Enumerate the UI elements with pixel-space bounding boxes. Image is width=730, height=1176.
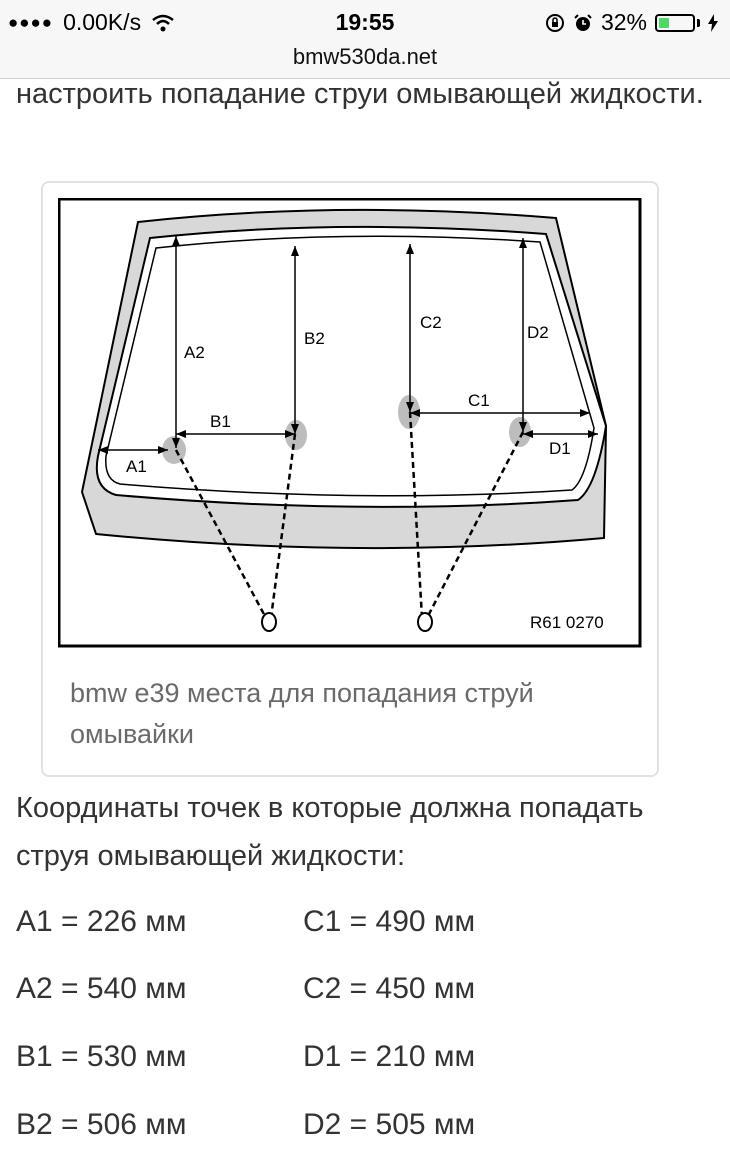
nozzle-right (418, 613, 432, 631)
coordinates-paragraph: Координаты точек в которые должна попадать струя омывающей жидкости: (16, 792, 644, 872)
network-speed: 0.00K/s (63, 9, 142, 35)
battery-tip (697, 19, 700, 27)
coordinate-c2: C2 = 450 мм (303, 972, 476, 1005)
clock: 19:55 (335, 9, 395, 35)
battery-percent: 32% (600, 9, 647, 35)
label-c1: C1 (468, 391, 490, 410)
label-a2: A2 (184, 343, 205, 362)
coordinate-d1: D1 = 210 мм (303, 1040, 476, 1073)
coordinate-c1: C1 = 490 мм (303, 905, 476, 938)
status-bar (0, 0, 730, 46)
battery-icon (655, 14, 695, 32)
coordinate-a2: A2 = 540 мм (16, 972, 187, 1005)
status-right (545, 9, 718, 36)
label-b2: B2 (304, 329, 325, 348)
nozzle-left (262, 613, 276, 631)
label-d2: D2 (527, 323, 549, 342)
intro-text: настроить попадание струи омывающей жидкости. (16, 78, 704, 110)
url-domain: bmw530da.net (292, 44, 438, 69)
label-d1: D1 (549, 439, 571, 458)
figure-card (41, 181, 659, 777)
windshield-diagram (58, 198, 644, 649)
coordinate-b2: B2 = 506 мм (16, 1108, 187, 1141)
alarm-icon (573, 13, 593, 33)
windshield-glass (97, 227, 606, 507)
battery-level (659, 18, 669, 28)
label-b1: B1 (210, 412, 231, 431)
reference-code: R61 0270 (530, 613, 604, 632)
signal-strength-icon: ●●●● (8, 12, 54, 32)
coordinate-a1: A1 = 226 мм (16, 905, 187, 938)
spray-point-d (509, 417, 531, 447)
coordinate-b1: B1 = 530 мм (16, 1040, 187, 1073)
rotation-lock-icon (545, 13, 565, 33)
label-c2: C2 (420, 313, 442, 332)
figure-caption: bmw e39 места для попадания струй омывайки (70, 678, 534, 749)
label-a1: A1 (126, 457, 147, 476)
coordinate-d2: D2 = 505 мм (303, 1108, 476, 1141)
charging-bolt-icon (708, 14, 718, 32)
